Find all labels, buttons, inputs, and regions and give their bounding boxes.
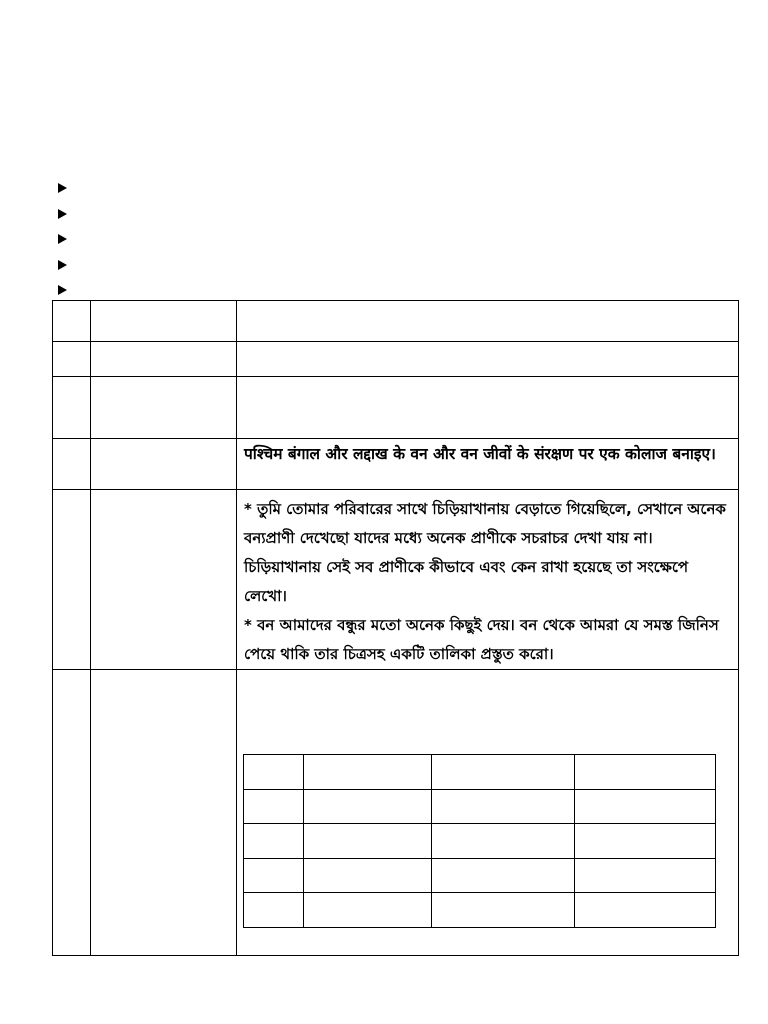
inner-blank-grid	[243, 754, 716, 928]
inner-grid-row	[244, 893, 716, 928]
inner-grid-cell	[244, 858, 304, 893]
inner-grid-cell	[575, 789, 716, 824]
inner-grid-cell	[432, 858, 575, 893]
inner-grid-cell	[304, 893, 432, 928]
inner-grid-cell	[575, 755, 716, 790]
forest-task-text: * বন আমাদের বন্ধুর মতো অনেক কিছুই দেয়। বন থেকে আমরা যে সমস্ত জিনিস পেয়ে থাকি তার চিত্রসহ একটি তালিকা প্রস্তুত করো।	[244, 616, 719, 663]
inner-grid-cell	[575, 824, 716, 859]
zoo-task-text: * তুমি তোমার পরিবারের সাথে চিড়িয়াখানায় বেড়াতে গিয়েছিলে, সেখানে অনেক বন্যপ্রাণী দেখেছো যাদের মধ্যে অনেক প্রাণীকে সচরাচর দেখা যায় না। চিড়িয়াখানায় সেই সব প্রাণীকে কীভাবে এবং কেন রাখা হয়েছে তা সংক্ষেপে লেখো।	[244, 500, 726, 605]
row-label-cell	[91, 670, 237, 956]
table-row	[53, 377, 739, 439]
inner-grid-cell	[432, 755, 575, 790]
arrow-bullet-icon	[58, 209, 67, 219]
inner-grid-cell	[244, 755, 304, 790]
row-number-cell	[53, 301, 91, 342]
inner-grid-cell	[432, 824, 575, 859]
inner-grid-cell	[304, 858, 432, 893]
inner-grid-cell	[244, 893, 304, 928]
table-row	[53, 342, 739, 377]
table-row	[53, 490, 739, 670]
bullet-item-4	[58, 257, 67, 283]
row-label-cell	[91, 377, 237, 439]
row-number-cell	[53, 670, 91, 956]
inner-grid-row	[244, 858, 716, 893]
row-label-cell	[91, 490, 237, 670]
inner-grid-wrapper	[237, 670, 738, 955]
inner-grid-cell	[244, 824, 304, 859]
collage-task-text: पश्चिम बंगाल और लद्दाख के वन और वन जीवों के संरक्षण पर एक कोलाज बनाइए।	[237, 439, 739, 490]
table-row	[53, 439, 739, 490]
inner-grid-cell	[575, 858, 716, 893]
table-row	[53, 670, 739, 956]
inner-grid-cell	[304, 755, 432, 790]
inner-grid-cell	[244, 789, 304, 824]
row-label-cell	[91, 301, 237, 342]
arrow-bullet-icon	[58, 183, 67, 193]
inner-grid-cell	[304, 824, 432, 859]
row-content-cell	[237, 377, 739, 439]
inner-grid-cell	[432, 893, 575, 928]
arrow-bullet-icon	[58, 234, 67, 244]
table-row	[53, 301, 739, 342]
inner-grid-cell	[432, 789, 575, 824]
row-label-cell	[91, 439, 237, 490]
inner-grid-cell	[575, 893, 716, 928]
row-number-cell	[53, 490, 91, 670]
arrow-bullet-icon	[58, 285, 67, 295]
activity-table	[52, 300, 739, 956]
row-number-cell	[53, 439, 91, 490]
row-number-cell	[53, 377, 91, 439]
bullet-item-2	[58, 206, 67, 232]
bullet-list	[58, 180, 67, 308]
inner-grid-cell	[304, 789, 432, 824]
inner-grid-row	[244, 755, 716, 790]
row-content-cell	[237, 670, 739, 956]
bullet-item-1	[58, 180, 67, 206]
zoo-and-forest-tasks	[237, 490, 739, 670]
row-content-cell	[237, 301, 739, 342]
row-number-cell	[53, 342, 91, 377]
row-content-cell	[237, 342, 739, 377]
inner-grid-row	[244, 789, 716, 824]
arrow-bullet-icon	[58, 260, 67, 270]
row-label-cell	[91, 342, 237, 377]
inner-grid-row	[244, 824, 716, 859]
bullet-item-3	[58, 231, 67, 257]
